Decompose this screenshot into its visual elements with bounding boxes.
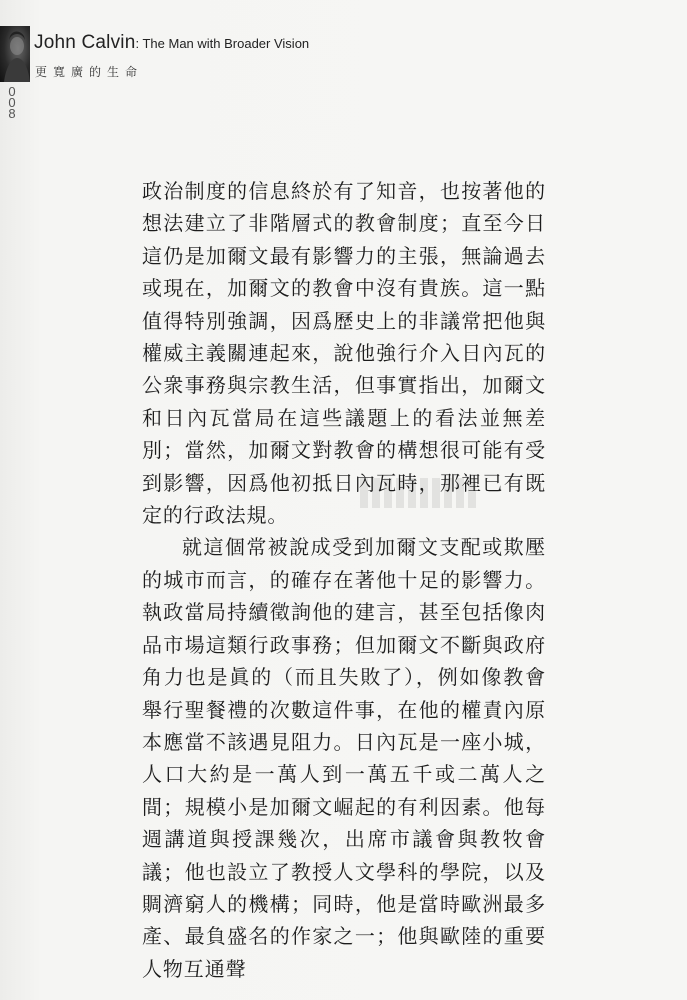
paragraph-2: 就這個常被說成受到加爾文支配或欺壓的城市而言，的確存在著他十足的影響力。執政當局持續徵詢他的建言，甚至包括像肉品市場這類行政事務；但加爾文不斷與政府角力也是眞的（而且失敗了），例如像教會舉行聖餐禮的次數這件事，在他的權責內原本應當不該遇見阻力。日內瓦是一座小城，人口大約是一萬人到一萬五千或二萬人之間；規模小是加爾文崛起的有利因素。他每週講道與授課幾次，出席市議會與教牧會議；他也設立了教授人文學科的學院，以及賙濟窮人的機構；同時，他是當時歐洲最多產、最負盛名的作家之一；他與歐陸的重要人物互通聲 [142, 535, 546, 981]
book-title-subtitle: : The Man with Broader Vision [135, 36, 310, 51]
page-number: 008 [8, 84, 16, 121]
book-title-main: John Calvin [34, 32, 136, 53]
body-text [142, 175, 546, 985]
running-header-title [34, 32, 309, 54]
paragraph-1: 政治制度的信息終於有了知音，也按著他的想法建立了非階層式的教會制度；直至今日這仍是加爾文最有影響力的主張，無論過去或現在，加爾文的教會中沒有貴族。這一點值得特別強調，因爲歷史上的非議常把他與權威主義關連起來，說他強行介入日內瓦的公衆事務與宗教生活，但事實指出，加爾文和日內瓦當局在這些議題上的看法並無差別；當然，加爾文對教會的構想很可能有受到影響，因爲他初抵日內瓦時，那裡已有既定的行政法規。 [142, 179, 546, 528]
portrait-icon [0, 26, 30, 82]
book-title-chinese: 更寬廣的生命 [35, 65, 144, 79]
